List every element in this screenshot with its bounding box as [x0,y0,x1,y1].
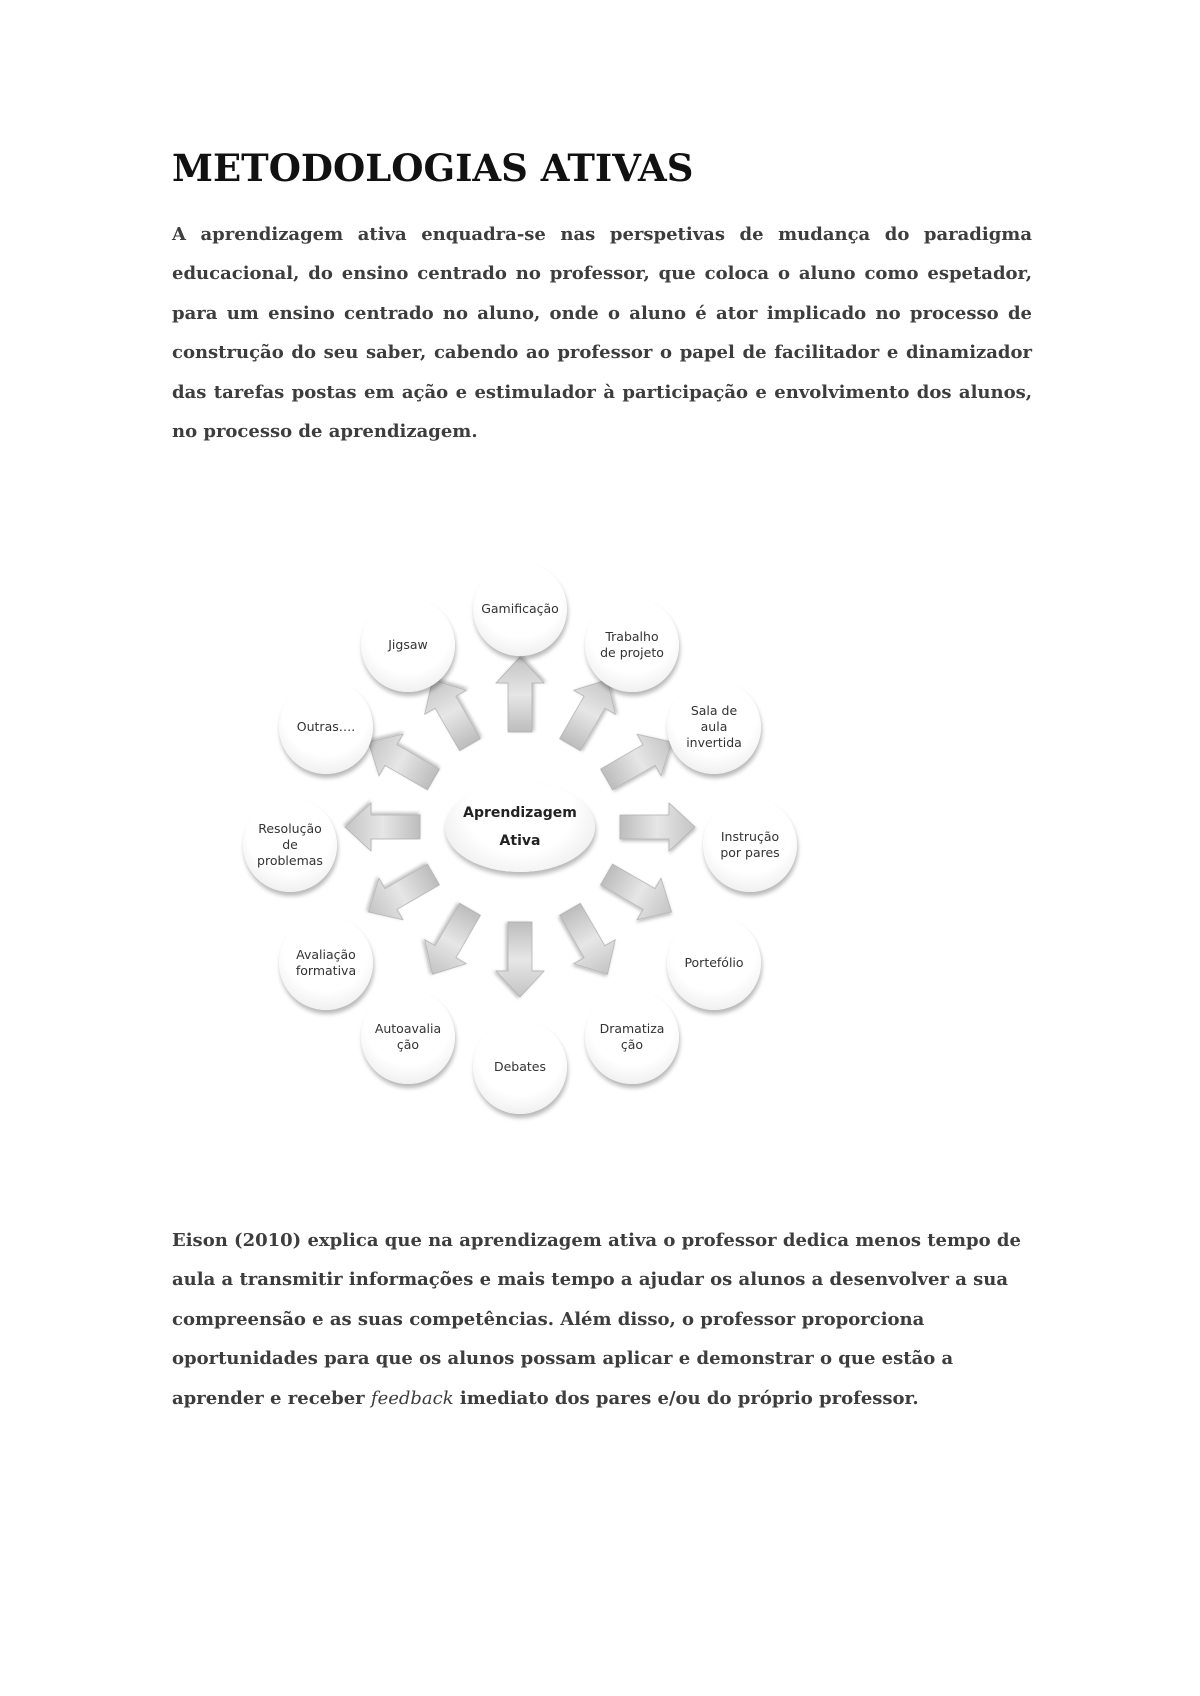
node-instrucao-por-pares: Instrução por pares [703,798,797,892]
arrow-7 [412,897,491,986]
arrow-4 [595,854,684,933]
eison-paragraph [172,1221,1032,1418]
intro-paragraph: A aprendizagem ativa enquadra-se nas perspetivas de mudança do paradigma educacional, do ensino centrado no professor, que coloca o aluno como espetador, para um ensino centrado no aluno, onde o aluno é ator implicado no processo de construção do seu saber, cabendo ao professor o papel de facilitador e dinamizador das tarefas postas em ação e estimulador à participação e envolvimento dos alunos, no processo de aprendizagem. [172,224,1032,443]
node-outras: Outras…. [279,680,373,774]
node-resolucao-de-problemas: Resolução de problemas [243,798,337,892]
arrow-9 [345,803,420,851]
node-jigsaw: Jigsaw [361,598,455,692]
node-autoavaliacao: Autoavalia ção [361,990,455,1084]
arrow-3 [620,803,695,851]
center-node [445,782,595,872]
node-dramatizacao: Dramatiza ção [585,990,679,1084]
node-trabalho-de-projeto: Trabalho de projeto [585,598,679,692]
page-title: METODOLOGIAS ATIVAS [172,146,694,190]
eison-text-after: imediato dos pares e/ou do próprio professor. [453,1387,919,1409]
arrow-0 [496,657,544,732]
node-gamificacao: Gamificação [473,562,567,656]
arrow-5 [549,897,628,986]
node-debates: Debates [473,1020,567,1114]
arrow-6 [496,922,544,997]
node-portefolio: Portefólio [667,916,761,1010]
node-avaliacao-formativa: Avaliação formativa [279,916,373,1010]
feedback-term: feedback [370,1387,454,1409]
arrow-8 [356,854,445,933]
node-sala-de-aula-invertida: Sala de aula invertida [667,680,761,774]
active-learning-diagram [230,555,810,1125]
center-label: Aprendizagem Ativa [463,805,577,849]
eison-text-before: Eison (2010) explica que na aprendizagem ativa o professor dedica menos tempo de aula a transmitir informações e mais tempo a ajudar os alunos a desenvolver a sua compreensão e as suas competências. Além disso, o professor proporciona oportunidades para que os alunos possam aplicar e demonstrar o que estão a aprender e receber [172,1230,1021,1409]
